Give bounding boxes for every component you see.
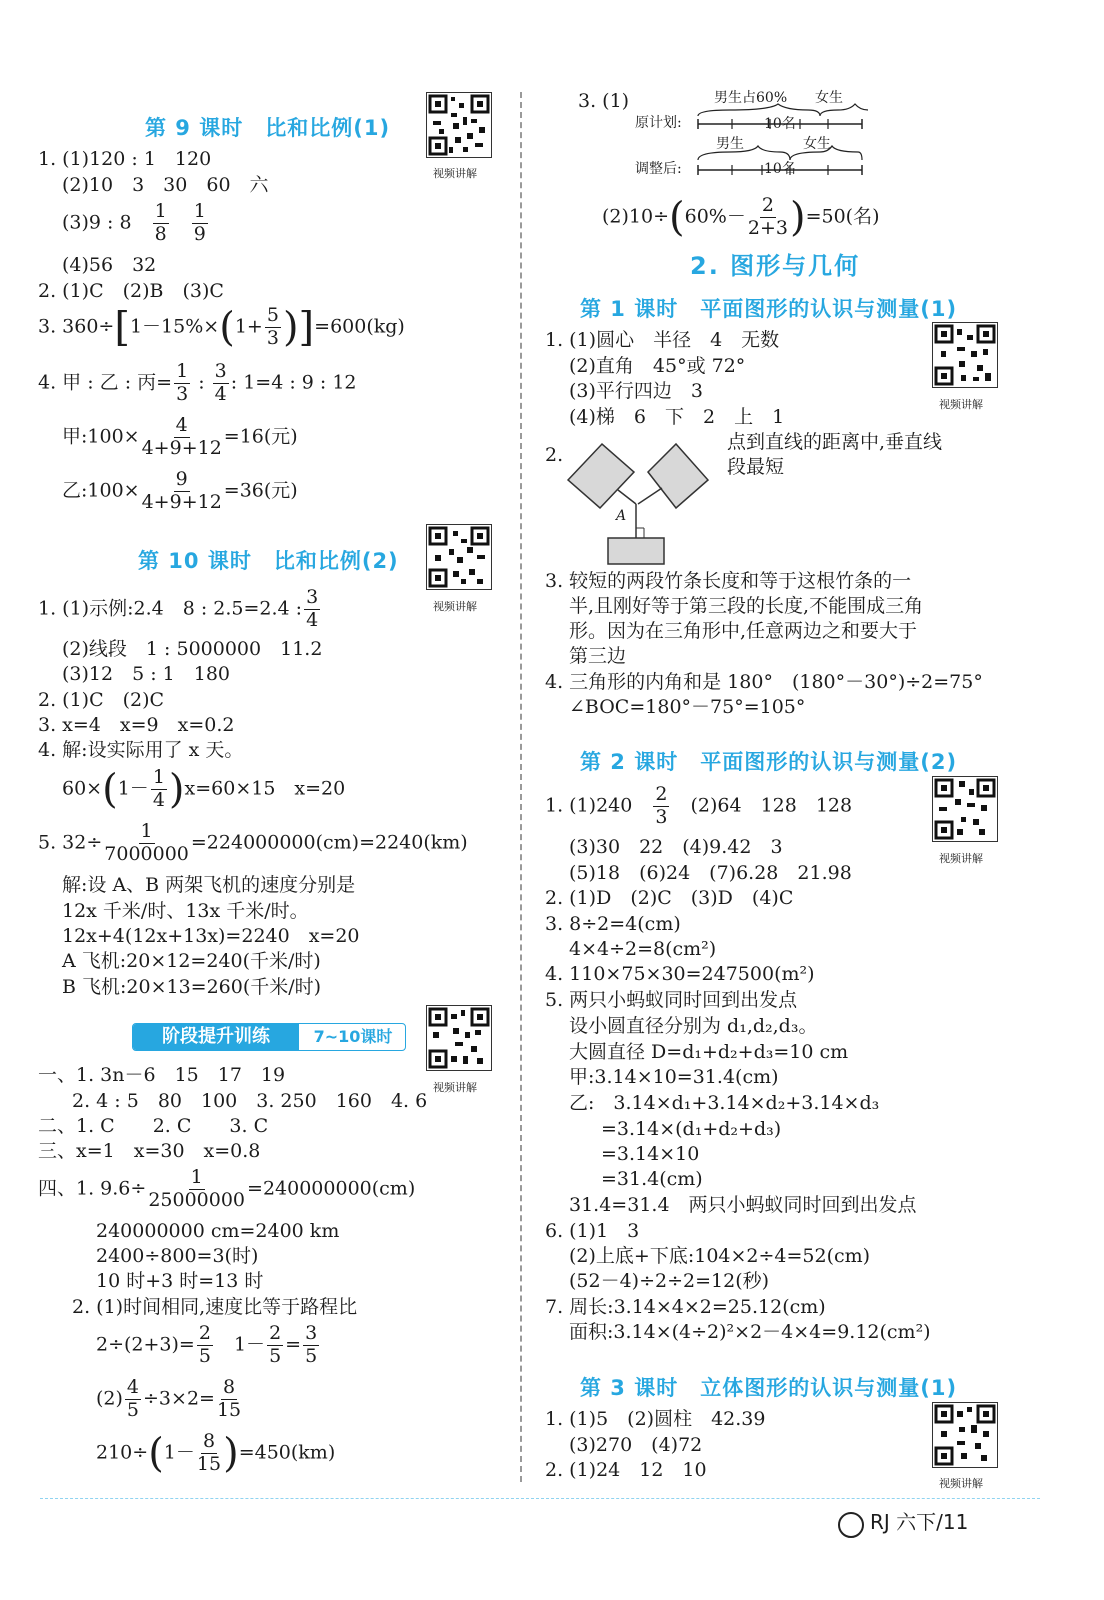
answer-line: (52－4)÷2÷2=12(秒) [569, 1270, 770, 1292]
answer-line: 3. x=4 x=9 x=0.2 [38, 714, 235, 736]
qr-code-icon[interactable] [932, 1402, 998, 1468]
qr-caption: 视频讲解 [433, 1081, 477, 1094]
geometry-lesson-1-title: 第 1 课时 平面图形的认识与测量(1) [580, 297, 958, 321]
qr-code-icon[interactable] [426, 92, 492, 158]
answer-line: (2)10 3 30 60 六 [62, 174, 269, 196]
answer-line: (3)12 5 : 1 180 [62, 663, 231, 685]
answer-line: 2. (1)时间相同,速度比等于路程比 [72, 1296, 358, 1318]
diagram-label: 10名 [764, 116, 796, 132]
answer-line: 2. (1)C (2)C [38, 689, 165, 711]
answer-line: 解:设 A、B 两架飞机的速度分别是 [62, 874, 356, 896]
answer-line: 7. 周长:3.14×4×2=25.12(cm) [545, 1296, 826, 1318]
answer-line: 1. (1)120 : 1 120 [38, 148, 212, 170]
answer-line: 4. 解:设实际用了 x 天。 [38, 739, 244, 761]
answer-line: 2÷(2+3)= $\frac{2}{5}$ 1－ $\frac{2}{5}$ = $\frac{3}{5}$ [96, 1322, 318, 1367]
answer-line: (3)平行四边 3 [569, 380, 704, 402]
answer-line: 10 时+3 时=13 时 [96, 1270, 264, 1292]
answer-line: 半,且刚好等于第三段的长度,不能围成三角 [569, 595, 924, 617]
answer-line: 形。因为在三角形中,任意两边之和要大于 [569, 620, 918, 642]
stage-training-banner [132, 1023, 406, 1051]
answer-line: =31.4(cm) [601, 1168, 703, 1190]
publisher-logo-icon [838, 1512, 864, 1538]
answer-line: 1. (1)示例:2.4 8 : 2.5=2.4 : $\frac{3}{4}$ [38, 586, 319, 631]
answer-line: 4. 甲 : 乙 : 丙= $\frac{1}{3}$ : $\frac{3}{4}$ : 1=4 : 9 : 12 [38, 360, 357, 405]
answer-line: 2. (1)D (2)C (3)D (4)C [545, 887, 794, 909]
answer-line: 乙: 3.14×d₁+3.14×d₂+3.14×d₃ [569, 1092, 880, 1114]
diagram-label: 男生占60% [714, 90, 788, 106]
answer-line: 甲:100× $\frac{4}{4+9+12}$ =16(元) [62, 414, 298, 459]
answer-line: 大圆直径 D=d₁+d₂+d₃=10 cm [569, 1041, 849, 1063]
answer-line: 第三边 [569, 645, 627, 667]
answer-line: 3. 8÷2=4(cm) [545, 913, 681, 935]
answer-line: (4)56 32 [62, 254, 157, 276]
column-divider [520, 92, 522, 1482]
answer-line: =3.14×(d₁+d₂+d₃) [601, 1118, 782, 1140]
geometry-lesson-2-title: 第 2 课时 平面图形的认识与测量(2) [580, 750, 958, 774]
answer-line: 四、1. 9.6÷ $\frac{1}{25000000}$ =240000000(cm) [38, 1166, 416, 1211]
answer-line: (2) $\frac{4}{5}$ ÷3×2= $\frac{8}{15}$ [96, 1376, 242, 1421]
geometry-lesson-3-title: 第 3 课时 立体图形的认识与测量(1) [580, 1376, 958, 1400]
answer-line: =3.14×10 [601, 1143, 700, 1165]
answer-line: 二、1. C 2. C 3. C [38, 1115, 269, 1137]
answer-line: 31.4=31.4 两只小蚂蚁同时回到出发点 [569, 1194, 917, 1216]
diagram-label: 10名 [764, 161, 796, 177]
answer-line: 1. (1)5 (2)圆柱 42.39 [545, 1408, 766, 1430]
qr-code-icon[interactable] [426, 1005, 492, 1071]
diagram-label: 女生 [803, 136, 831, 152]
qr-code-icon[interactable] [426, 524, 492, 590]
answer-line: 240000000 cm=2400 km [96, 1220, 340, 1242]
perpendicular-figure [560, 438, 710, 568]
answer-line: 210÷(1－ $\frac{8}{15}$ )=450(km) [96, 1430, 336, 1477]
diagram-label: 女生 [815, 90, 843, 106]
answer-line: 4×4÷2=8(cm²) [569, 938, 717, 960]
answer-line: 三、x=1 x=30 x=0.8 [38, 1140, 261, 1162]
answer-line: 2400÷800=3(时) [96, 1245, 259, 1267]
lesson-10-title: 第 10 课时 比和比例(2) [138, 549, 399, 573]
answer-line: 4. 三角形的内角和是 180° (180°－30°)÷2=75° [545, 671, 983, 693]
answer-line: 甲:3.14×10=31.4(cm) [569, 1066, 779, 1088]
answer-line: B 飞机:20×13=260(千米/时) [62, 976, 322, 998]
answer-line: 段最短 [727, 456, 785, 478]
answer-line: (3)270 (4)72 [569, 1434, 703, 1456]
answer-line: 1. (1)圆心 半径 4 无数 [545, 329, 780, 351]
answer-line: 4. 110×75×30=247500(m²) [545, 963, 815, 985]
answer-line: (2)上底+下底:104×2÷4=52(cm) [569, 1245, 871, 1267]
answer-line: 面积:3.14×(4÷2)²×2－4×4=9.12(cm²) [569, 1321, 931, 1343]
diagram-label: 调整后: [635, 161, 682, 177]
answer-line: 2. (1)C (2)B (3)C [38, 280, 224, 302]
qr-code-icon[interactable] [932, 322, 998, 388]
section-heading: 2. 图形与几何 [690, 252, 861, 280]
page-footer: RJ 六下/11 [870, 1510, 969, 1534]
answer-line: 1. (1)240 $\frac{2}{3}$ (2)64 128 128 [545, 783, 853, 828]
answer-line: 12x 千米/时、13x 千米/时。 [62, 900, 309, 922]
answer-line: 60×(1－ $\frac{1}{4}$ )x=60×15 x=20 [62, 766, 346, 813]
answer-line: 12x+4(12x+13x)=2240 x=20 [62, 925, 360, 947]
diagram-label: 原计划: [635, 115, 682, 131]
answer-line: 乙:100× $\frac{9}{4+9+12}$ =36(元) [62, 468, 298, 513]
answer-line: 5. 32÷ $\frac{1}{7000000}$ =224000000(cm)=2240(km) [38, 820, 468, 865]
answer-line: 2. 4 : 5 80 100 3. 250 160 4. 6 [72, 1090, 428, 1112]
qr-caption: 视频讲解 [433, 600, 477, 613]
answer-line: (4)梯 6 下 2 上 1 [569, 406, 785, 428]
answer-line: (5)18 (6)24 (7)6.28 21.98 [569, 862, 852, 884]
qr-caption: 视频讲解 [939, 1477, 983, 1490]
answer-line: 3. (1) [578, 90, 630, 112]
answer-line: 点到直线的距离中,垂直线 [727, 431, 943, 453]
answer-line: 3. 360÷[1－15%×(1+ $\frac{5}{3}$ )]=600(kg) [38, 304, 405, 351]
answer-line: 3. 较短的两段竹条长度和等于这根竹条的一 [545, 570, 912, 592]
qr-code-icon[interactable] [932, 776, 998, 842]
answer-line: 2. [545, 444, 564, 466]
answer-line: 一、1. 3n－6 15 17 19 [38, 1064, 286, 1086]
answer-line: (2)线段 1 : 5000000 11.2 [62, 638, 323, 660]
qr-caption: 视频讲解 [433, 167, 477, 180]
lesson-9-title: 第 9 课时 比和比例(1) [145, 116, 391, 140]
qr-caption: 视频讲解 [939, 398, 983, 411]
answer-line: 设小圆直径分别为 d₁,d₂,d₃。 [569, 1015, 818, 1037]
answer-line: 6. (1)1 3 [545, 1220, 640, 1242]
point-a-label: A [616, 508, 627, 524]
answer-line: ∠BOC=180°－75°=105° [569, 696, 806, 718]
segment-diagram [690, 100, 870, 180]
stage-training-label: 阶段提升训练 [133, 1024, 299, 1050]
page-bottom-rule [40, 1498, 1040, 1499]
stage-training-range: 7~10课时 [313, 1027, 393, 1046]
qr-caption: 视频讲解 [939, 852, 983, 865]
answer-line: 5. 两只小蚂蚁同时回到出发点 [545, 989, 798, 1011]
answer-line: (3)9 : 8 $\frac{1}{8}$ $\frac{1}{9}$ [62, 200, 206, 245]
diagram-label: 男生 [716, 136, 744, 152]
answer-line: (2)10÷(60%－ $\frac{2}{2+3}$ )=50(名) [602, 194, 880, 241]
answer-line: (3)30 22 (4)9.42 3 [569, 836, 783, 858]
answer-line: A 飞机:20×12=240(千米/时) [62, 950, 321, 972]
answer-line: 2. (1)24 12 10 [545, 1459, 707, 1481]
answer-line: (2)直角 45°或 72° [569, 355, 746, 377]
